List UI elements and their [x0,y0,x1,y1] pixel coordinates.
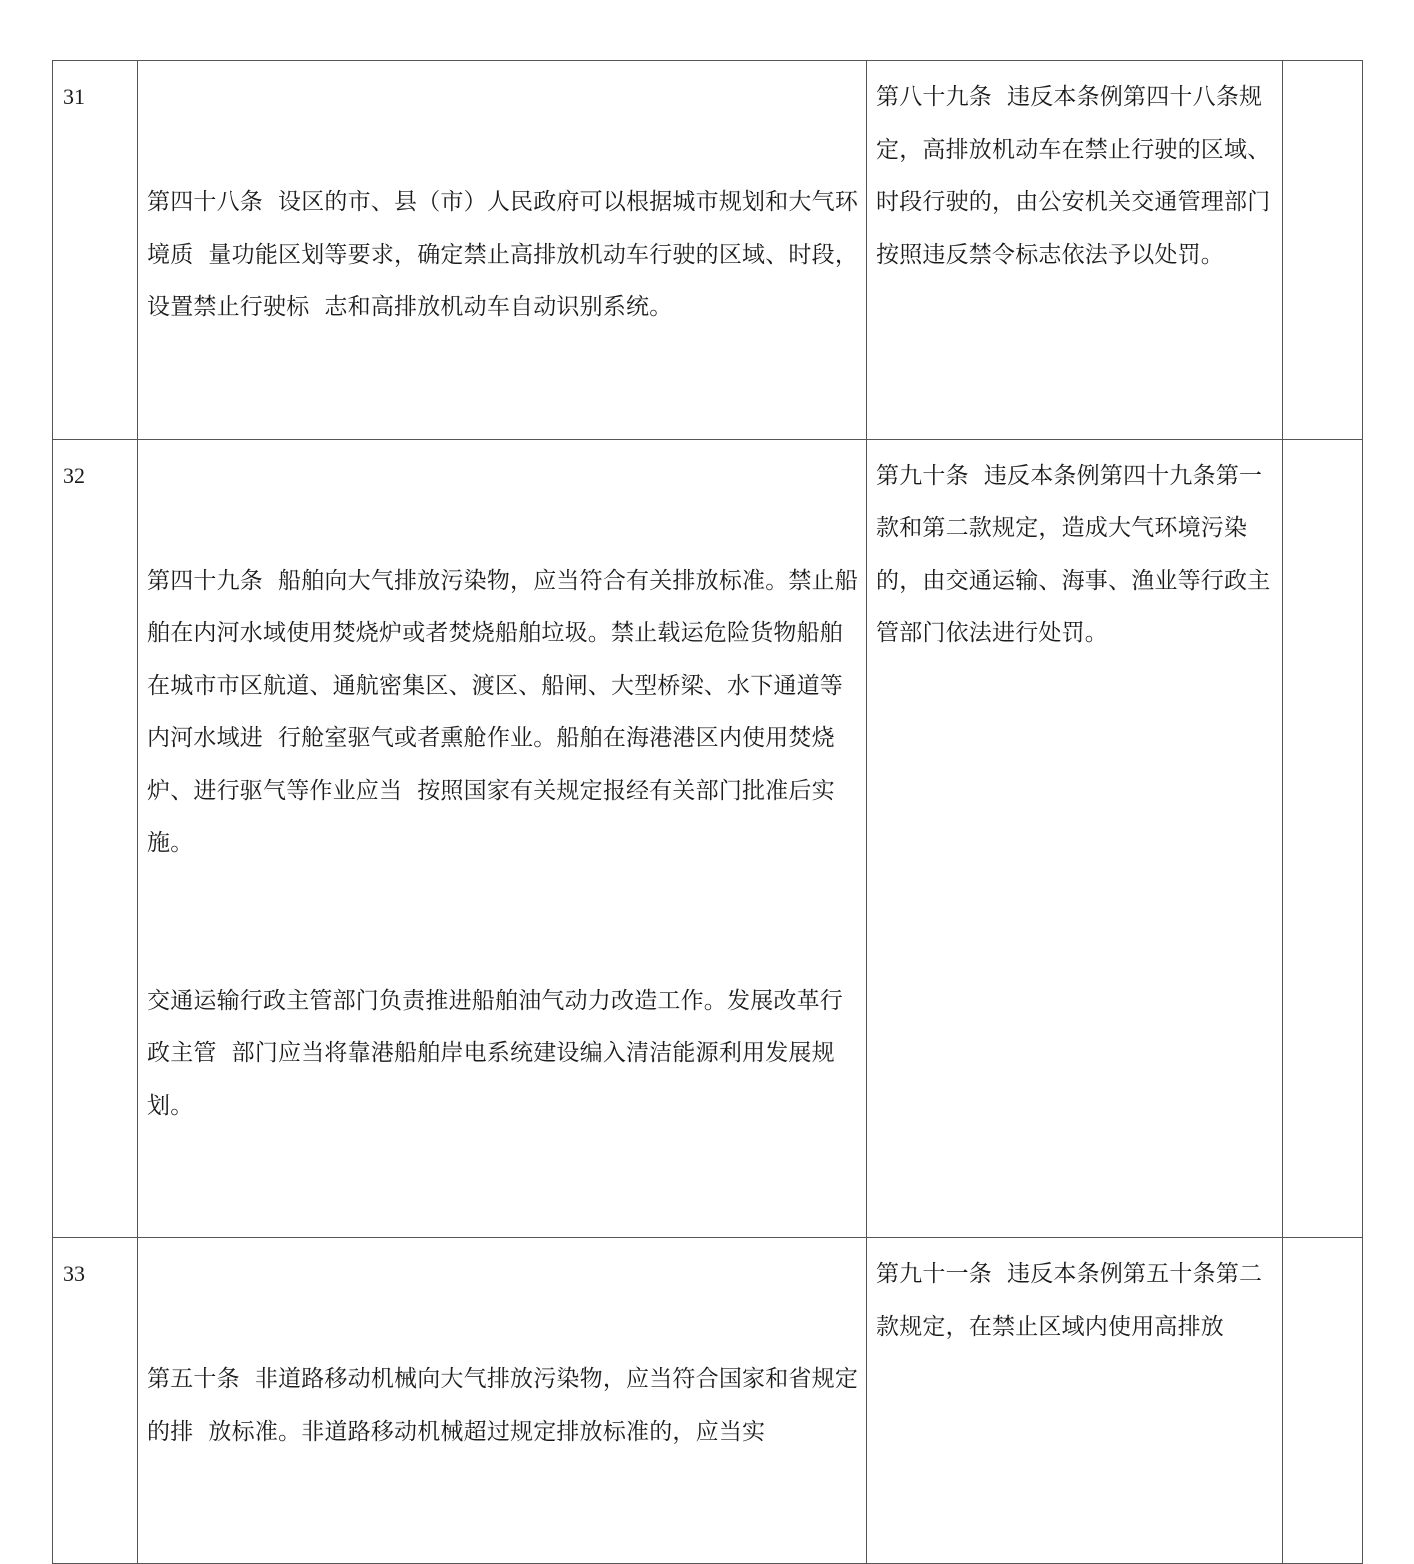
article-paragraph: 第四十八条 设区的市、县（市）人民政府可以根据城市规划和大气环境质 量功能区划等要求，确定禁止高排放机动车行驶的区域、时段，设置禁止行驶标 志和高排放机动车自动识别系统。 [147,189,859,320]
row-number-cell [53,1238,138,1564]
article-text [138,440,866,1238]
note-cell [1283,1238,1363,1564]
penalty-cell [867,439,1283,1238]
article-paragraph: 交通运输行政主管部门负责推进船舶油气动力改造工作。发展改革行政主管 部门应当将靠港船舶岸电系统建设编入清洁能源利用发展规划。 [147,987,843,1119]
penalty-text: 第九十条 违反本条例第四十九条第一款和第二款规定，造成大气环境污染 的，由交通运输、海事、渔业等行政主管部门依法进行处罚。 [876,462,1271,646]
article-text [138,61,866,439]
row-number: 31 [63,84,85,109]
row-number-cell [53,439,138,1238]
regulation-comparison-table [52,60,1363,1564]
penalty-cell [867,61,1286,440]
row-number: 32 [63,462,85,488]
row-number-cell [53,61,138,440]
note-cell [1283,61,1363,440]
table-row [53,439,1363,1238]
penalty-text: 第八十九条 违反本条例第四十八条规定，高排放机动车在禁止行驶的区域、 时段行驶的，由公安机关交通管理部门按照违反禁令标志依法予以处罚。 [876,84,1286,268]
article-cell [138,61,867,440]
article-text [138,1238,866,1563]
article-cell [138,1238,867,1564]
note-text [1283,1238,1362,1248]
table-row [53,1238,1363,1564]
table-row [53,61,1363,440]
article-paragraph: 第五十条 非道路移动机械向大气排放污染物，应当符合国家和省规定的排 放标准。非道路移动机械超过规定排放标准的，应当实 [147,1366,859,1445]
penalty-text: 第九十一条 违反本条例第五十条第二款规定，在禁止区域内使用高排放 [876,1261,1263,1340]
note-text [1283,440,1362,450]
article-paragraph: 第四十九条 船舶向大气排放污染物，应当符合有关排放标准。禁止船舶在内河水域使用焚烧炉或者焚烧船舶垃圾。禁止载运危险货物船舶 在城市市区航道、通航密集区、渡区、船闸、大型桥梁、水下通道等内河水域进 行舱室驱气或者熏舱作业。船舶在海港港区内使用焚烧炉、进行驱气等作业应当 按照国家有关规定报经有关部门批准后实施。 [147,567,859,856]
row-number: 33 [63,1261,85,1286]
note-cell [1283,439,1363,1238]
note-text [1283,61,1362,71]
article-cell [138,439,867,1238]
penalty-cell [867,1238,1283,1564]
